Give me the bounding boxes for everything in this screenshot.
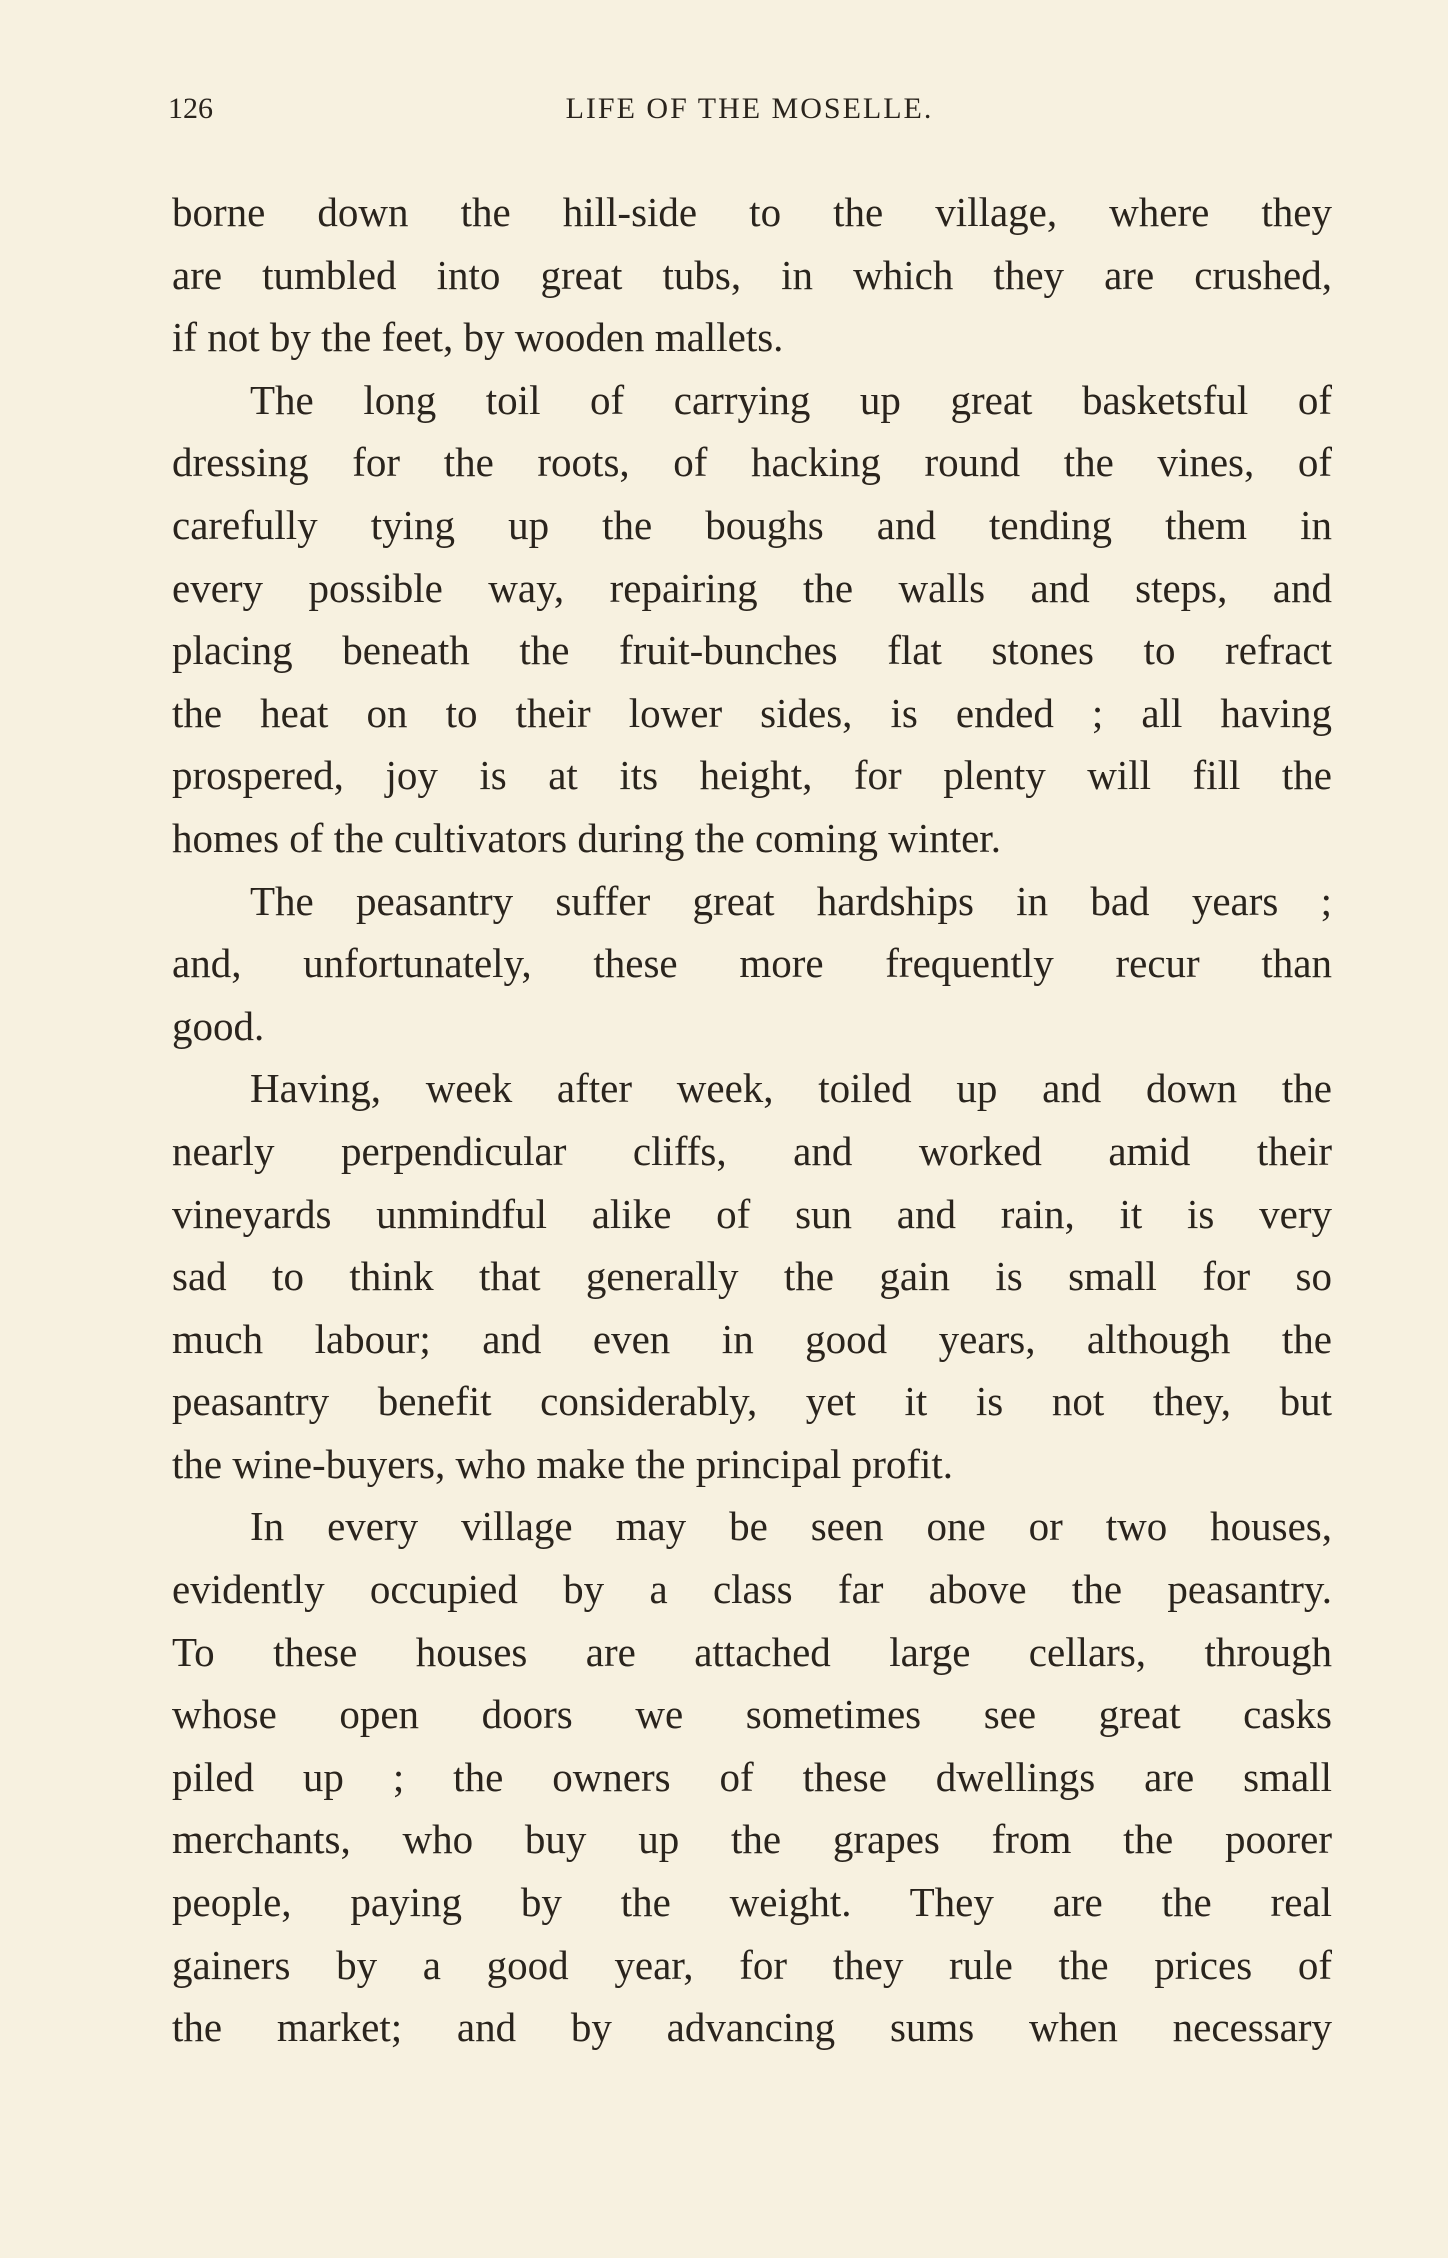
text-line: In every village may be seen one or two houses, xyxy=(250,1503,1332,1550)
text-line: sad to think that generally the gain is small for so xyxy=(172,1253,1332,1300)
page-header xyxy=(168,92,1331,136)
text-line: people, paying by the weight. They are the real xyxy=(172,1879,1332,1926)
text-line: borne down the hill-side to the village, where they xyxy=(172,189,1332,235)
text-line: merchants, who buy up the grapes from the poorer xyxy=(172,1816,1332,1863)
text-line: dressing for the roots, of hacking round the vines, of xyxy=(172,439,1332,486)
text-line: peasantry benefit considerably, yet it is not they, but xyxy=(172,1378,1332,1425)
text-line: the heat on to their lower sides, is ended ; all having xyxy=(172,689,1332,736)
text-line: if not by the feet, by wooden mallets. xyxy=(172,314,784,361)
text-line: whose open doors we sometimes see great casks xyxy=(172,1691,1332,1738)
page-number: 126 xyxy=(168,92,213,125)
text-line: placing beneath the fruit-bunches flat stones to refract xyxy=(172,627,1332,674)
text-line: are tumbled into great tubs, in which they are crushed, xyxy=(172,251,1332,298)
text-line: vineyards unmindful alike of sun and rain, it is very xyxy=(172,1190,1332,1237)
text-line: prospered, joy is at its height, for plenty will fill the xyxy=(172,752,1332,799)
text-line: piled up ; the owners of these dwellings are small xyxy=(172,1753,1332,1800)
text-line: every possible way, repairing the walls and steps, and xyxy=(172,564,1332,611)
text-line: Having, week after week, toiled up and down the xyxy=(250,1065,1332,1112)
text-line: evidently occupied by a class far above the peasantry. xyxy=(172,1566,1332,1613)
text-line: the wine-buyers, who make the principal profit. xyxy=(172,1440,954,1487)
text-line: The peasantry suffer great hardships in bad years ; xyxy=(250,877,1332,924)
text-line: good. xyxy=(172,1002,265,1049)
text-line: homes of the cultivators during the coming winter. xyxy=(172,814,1001,861)
text-line: much labour; and even in good years, although the xyxy=(172,1315,1332,1362)
body-text xyxy=(172,181,1332,2059)
text-line: To these houses are attached large cellars, through xyxy=(172,1628,1332,1675)
text-line: The long toil of carrying up great basketsful of xyxy=(250,376,1332,423)
text-line: and, unfortunately, these more frequently recur than xyxy=(172,940,1332,987)
text-line: gainers by a good year, for they rule the prices of xyxy=(172,1941,1332,1988)
running-title: LIFE OF THE MOSELLE. xyxy=(565,92,934,125)
text-line: nearly perpendicular cliffs, and worked amid their xyxy=(172,1127,1332,1174)
text-line: carefully tying up the boughs and tending them in xyxy=(172,501,1332,548)
text-line: the market; and by advancing sums when necessary xyxy=(172,2004,1332,2051)
